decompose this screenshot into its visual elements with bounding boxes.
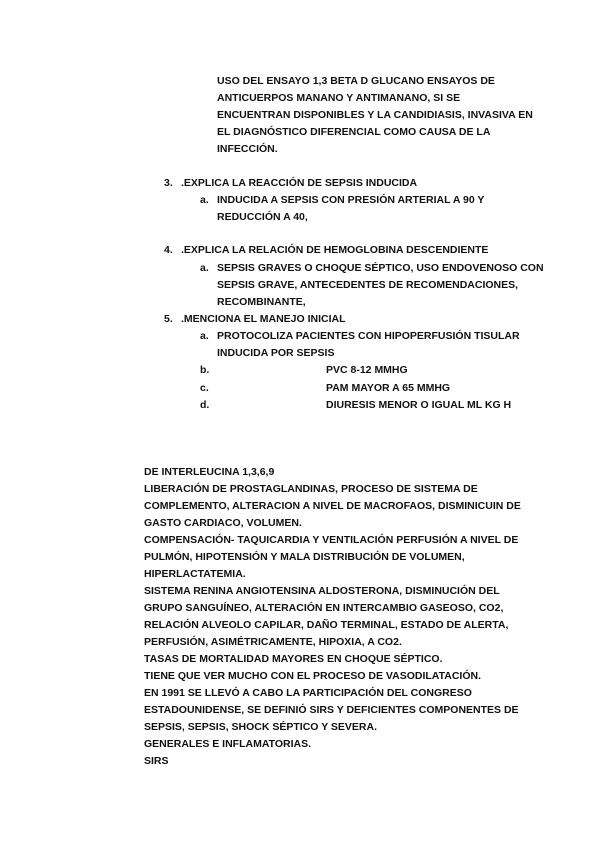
sub-item-line: DIURESIS MENOR O IGUAL ML KG H: [326, 399, 512, 411]
body-line: TASAS DE MORTALIDAD MAYORES EN CHOQUE SÉPTICO.: [144, 653, 443, 665]
body-line: SIRS: [144, 755, 169, 767]
sub-item-line: REDUCCIÓN A 40,: [217, 211, 308, 223]
body-line: LIBERACIÓN DE PROSTAGLANDINAS, PROCESO DE SISTEMA DE: [144, 483, 478, 495]
body-line: COMPENSACIÓN- TAQUICARDIA Y VENTILACIÓN PERFUSIÓN A NIVEL DE: [144, 534, 519, 546]
list-number: 5.: [164, 313, 173, 325]
body-line: HIPERLACTATEMIA.: [144, 568, 246, 580]
sub-item-line: PROTOCOLIZA PACIENTES CON HIPOPERFUSIÓN TISULAR: [217, 330, 520, 342]
list-number: 3.: [164, 177, 173, 189]
list-item-title: .EXPLICA LA REACCIÓN DE SEPSIS INDUCIDA: [181, 177, 418, 189]
list-item-title: .EXPLICA LA RELACIÓN DE HEMOGLOBINA DESCENDIENTE: [181, 244, 489, 256]
intro-line: EL DIAGNÓSTICO DIFERENCIAL COMO CAUSA DE LA: [217, 126, 491, 138]
intro-line: ENCUENTRAN DISPONIBLES Y LA CANDIDIASIS, INVASIVA EN: [217, 109, 533, 121]
body-line: GRUPO SANGUÍNEO, ALTERACIÓN EN INTERCAMBIO GASEOSO, CO2,: [144, 602, 504, 614]
body-line: SISTEMA RENINA ANGIOTENSINA ALDOSTERONA, DISMINUCIÓN DEL: [144, 585, 500, 597]
sub-item-line: SEPSIS GRAVES O CHOQUE SÉPTICO, USO ENDOVENOSO CON: [217, 262, 544, 274]
body-line: DE INTERLEUCINA 1,3,6,9: [144, 466, 275, 478]
list-number: 4.: [164, 244, 173, 256]
list-item-title: .MENCIONA EL MANEJO INICIAL: [181, 313, 346, 325]
body-line: EN 1991 SE LLEVÓ A CABO LA PARTICIPACIÓN DEL CONGRESO: [144, 687, 472, 699]
body-line: SEPSIS, SEPSIS, SHOCK SÉPTICO Y SEVERA.: [144, 721, 378, 733]
body-line: RELACIÓN ALVEOLO CAPILAR, DAÑO TERMINAL, ESTADO DE ALERTA,: [144, 619, 509, 631]
sub-item-line: PVC 8-12 MMHG: [326, 364, 408, 376]
sub-item-letter: c.: [200, 382, 209, 394]
body-line: ESTADOUNIDENSE, SE DEFINIÓ SIRS Y DEFICIENTES COMPONENTES DE: [144, 704, 519, 716]
sub-item-letter: a.: [200, 262, 209, 274]
sub-item-letter: a.: [200, 194, 209, 206]
intro-line: INFECCIÓN.: [217, 143, 278, 155]
sub-item-letter: d.: [200, 399, 210, 411]
body-line: GASTO CARDIACO, VOLUMEN.: [144, 517, 302, 529]
sub-item-letter: a.: [200, 330, 209, 342]
sub-item-line: INDUCIDA A SEPSIS CON PRESIÓN ARTERIAL A 90 Y: [217, 194, 485, 206]
body-line: COMPLEMENTO, ALTERACION A NIVEL DE MACROFAOS, DISMINICUIN DE: [144, 500, 521, 512]
body-line: GENERALES E INFLAMATORIAS.: [144, 738, 312, 750]
sub-item-line: RECOMBINANTE,: [217, 296, 306, 308]
sub-item-line: PAM MAYOR A 65 MMHG: [326, 382, 451, 394]
sub-item-line: SEPSIS GRAVE, ANTECEDENTES DE RECOMENDACIONES,: [217, 279, 519, 291]
body-line: PULMÓN, HIPOTENSIÓN Y MALA DISTRIBUCIÓN DE VOLUMEN,: [144, 551, 465, 563]
intro-line: USO DEL ENSAYO 1,3 BETA D GLUCANO ENSAYOS DE: [217, 75, 495, 87]
sub-item-line: INDUCIDA POR SEPSIS: [217, 347, 335, 359]
intro-line: ANTICUERPOS MANANO Y ANTIMANANO, SI SE: [217, 92, 461, 104]
sub-item-letter: b.: [200, 364, 210, 376]
body-line: TIENE QUE VER MUCHO CON EL PROCESO DE VASODILATACIÓN.: [144, 670, 481, 682]
body-line: PERFUSIÓN, ASIMÉTRICAMENTE, HIPOXIA, A CO2.: [144, 636, 402, 648]
